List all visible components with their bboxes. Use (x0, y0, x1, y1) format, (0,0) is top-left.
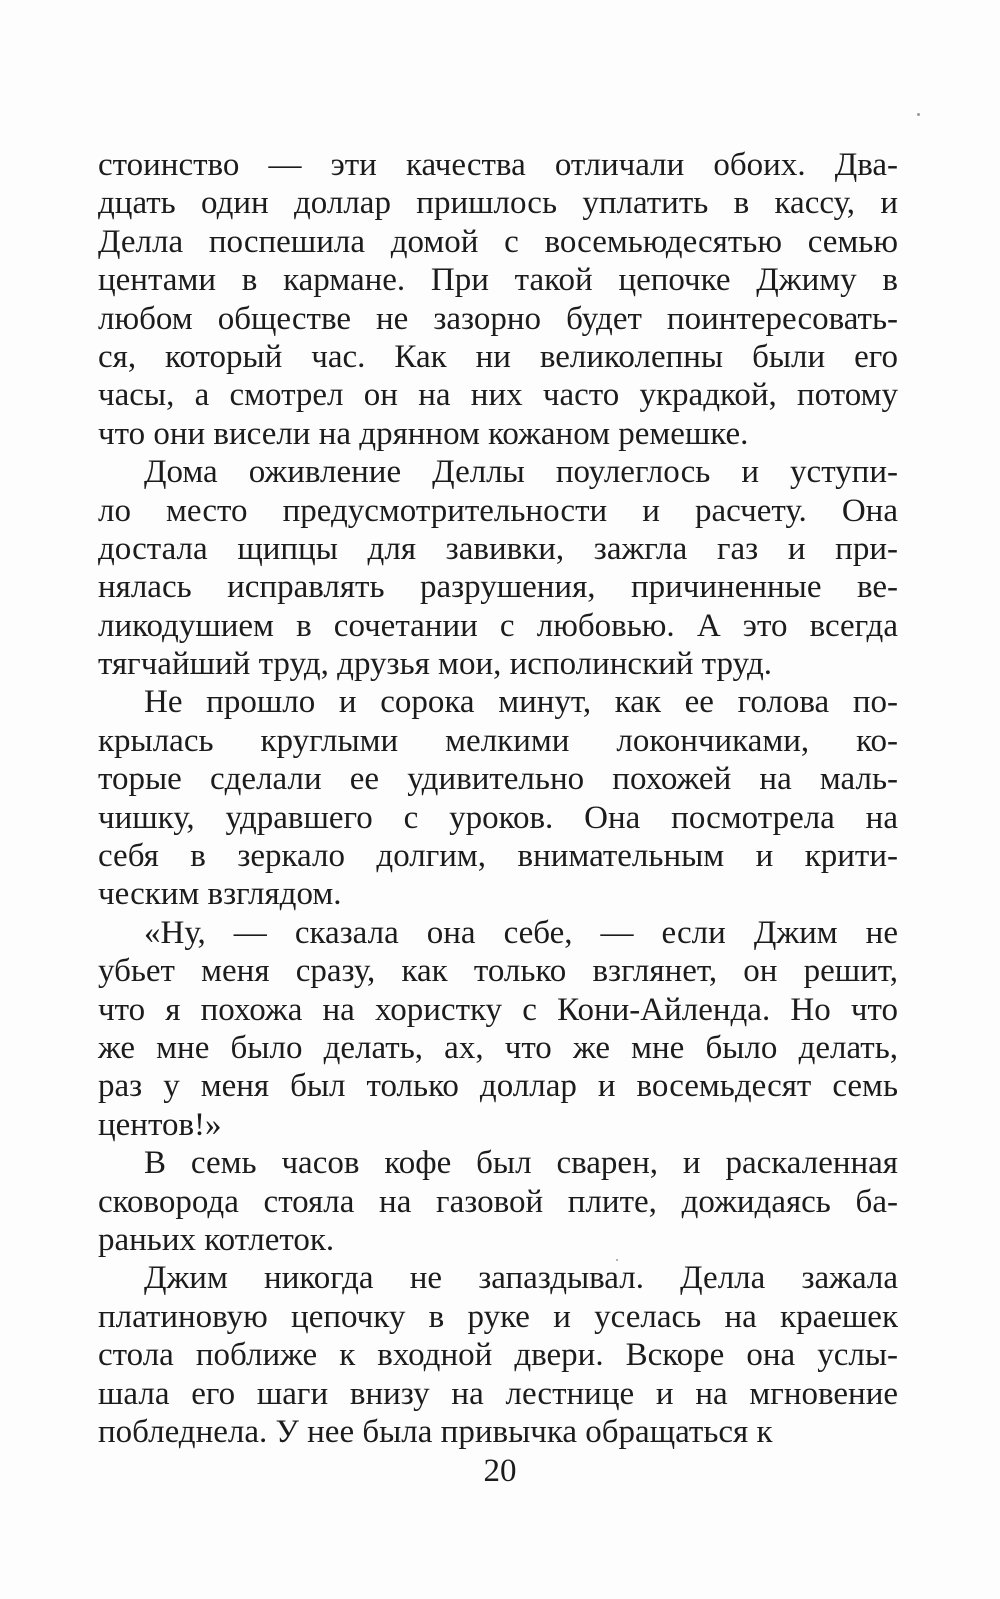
text-line: чишку, удравшего с уроков. Она посмотрела на (98, 799, 898, 836)
text-line: ся, который час. Как ни великолепны были его (98, 338, 898, 375)
text-line: любом обществе не зазорно будет поинтересовать- (98, 300, 898, 337)
text-line: Дома оживление Деллы поулеглось и уступи- (144, 454, 898, 491)
text-line: Джим никогда не запаздывал. Делла зажала (144, 1260, 898, 1297)
text-line: раньих котлеток. (98, 1221, 335, 1258)
text-line: центами в кармане. При такой цепочке Джиму в (98, 262, 898, 299)
paper-speck (917, 113, 920, 116)
text-line: Не прошло и сорока минут, как ее голова по- (144, 684, 898, 721)
text-line: «Ну, — сказала она себе, — если Джим не (144, 914, 898, 951)
page-number: 20 (483, 1453, 517, 1489)
text-line: торые сделали ее удивительно похожей на маль- (98, 761, 898, 798)
text-line: стола поближе к входной двери. Вскоре она услы- (98, 1337, 898, 1374)
text-line: что я похожа на хористку с Кони-Айленда. Но что (98, 991, 898, 1028)
text-line: же мне было делать, ах, что же мне было делать, (98, 1029, 898, 1066)
text-line: себя в зеркало долгим, внимательным и крити- (98, 838, 898, 875)
text-line: ликодушием в сочетании с любовью. А это всегда (98, 607, 898, 644)
text-line: крылась круглыми мелкими локончиками, ко- (98, 722, 898, 759)
text-line: сковорода стояла на газовой плите, дожидаясь ба- (98, 1183, 898, 1220)
text-line: стоинство — эти качества отличали обоих. Два- (98, 147, 898, 183)
text-line: тягчайший труд, друзья мои, исполинский труд. (98, 646, 773, 683)
body-text (98, 146, 898, 1451)
text-line: шала его шаги внизу на лестнице и на мгновение (98, 1375, 898, 1412)
text-line: что они висели на дрянном кожаном ремешке. (98, 415, 749, 452)
text-line: ческим взглядом. (98, 876, 342, 913)
text-line: Делла поспешила домой с восемьюдесятью семью (98, 223, 898, 260)
text-line: платиновую цепочку в руке и уселась на краешек (98, 1298, 898, 1335)
text-line: нялась исправлять разрушения, причиненные ве- (98, 569, 898, 606)
text-line: достала щипцы для завивки, зажгла газ и при- (98, 530, 898, 567)
text-line: ло место предусмотрительности и расчету. Она (98, 492, 898, 529)
text-line: побледнела. У нее была привычка обращаться к (98, 1413, 773, 1450)
text-line: дцать один доллар пришлось уплатить в кассу, и (98, 185, 898, 222)
text-line: часы, а смотрел он на них часто украдкой, потому (98, 377, 898, 414)
text-line: раз у меня был только доллар и восемьдесят семь (98, 1068, 898, 1105)
text-line: центов!» (98, 1106, 222, 1143)
text-line: В семь часов кофе был сварен, и раскаленная (144, 1145, 898, 1182)
text-line: убьет меня сразу, как только взглянет, он решит, (98, 953, 898, 990)
